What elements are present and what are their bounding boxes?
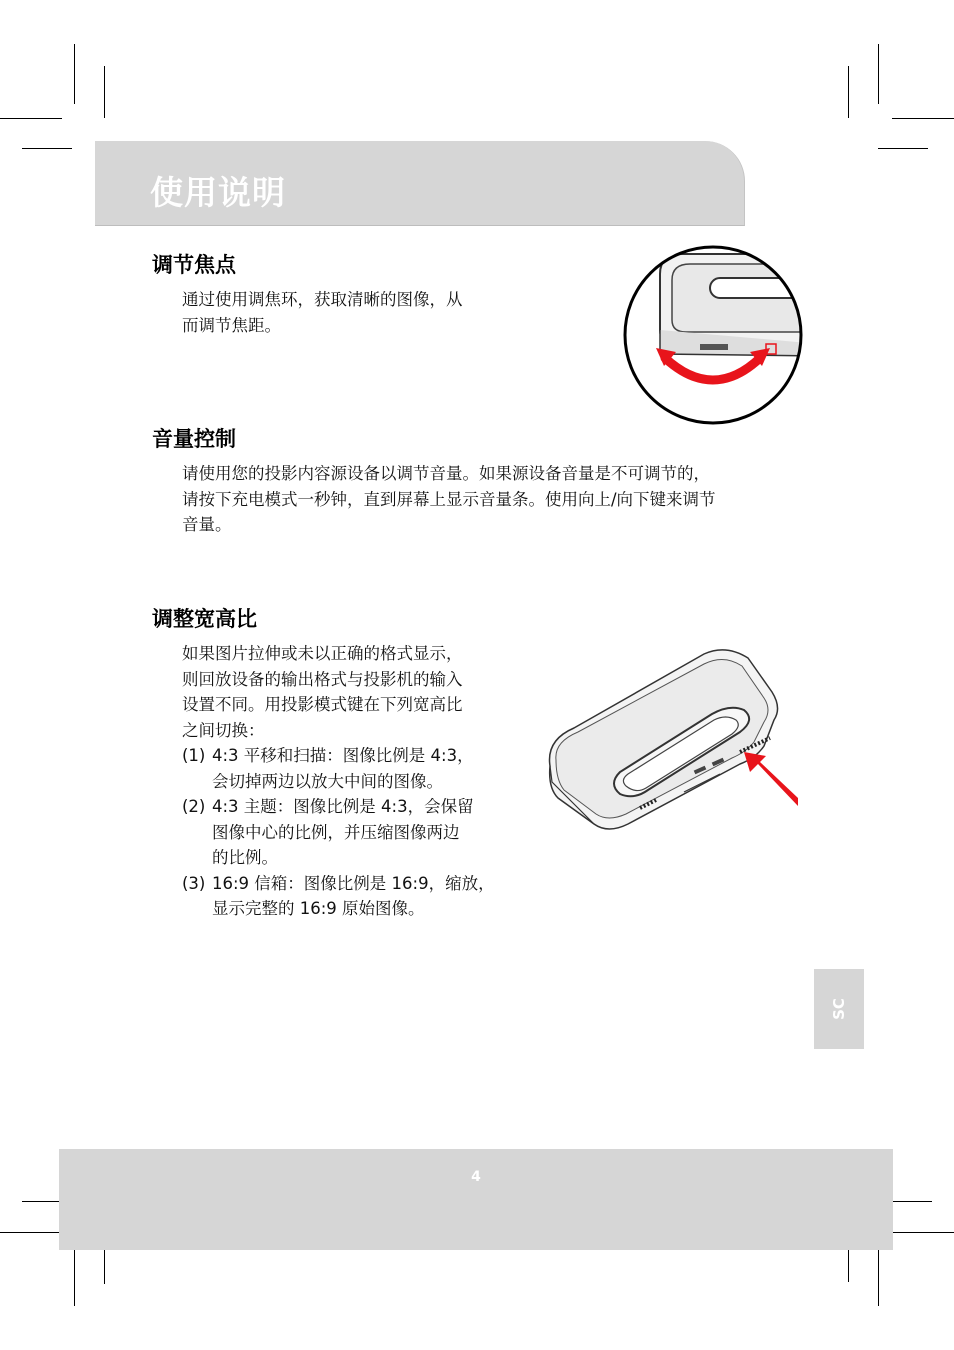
text-line: 16:9 信箱：图像比例是 16:9，缩放， bbox=[212, 873, 495, 893]
text-line: 则回放设备的输出格式与投影机的输入 bbox=[182, 669, 463, 689]
list-number: (2) bbox=[182, 797, 206, 816]
list-item bbox=[182, 871, 532, 922]
crop-mark bbox=[104, 66, 105, 118]
page-number: 4 bbox=[471, 1169, 481, 1185]
aspect-paragraph bbox=[182, 641, 532, 743]
text-line: 请按下充电模式一秒钟，直到屏幕上显示音量条。使用向上/向下键来调节 bbox=[182, 489, 716, 509]
header-bar bbox=[95, 141, 745, 226]
projector-device-illustration bbox=[544, 648, 804, 832]
crop-mark bbox=[0, 1232, 62, 1233]
text-line: 请使用您的投影内容源设备以调节音量。如果源设备音量是不可调节的， bbox=[182, 464, 710, 483]
focus-paragraph bbox=[182, 287, 463, 338]
crop-mark bbox=[892, 1232, 954, 1233]
list-item bbox=[182, 743, 532, 794]
aspect-mode-list bbox=[182, 743, 532, 922]
list-item bbox=[182, 794, 532, 871]
list-number: (1) bbox=[182, 746, 206, 765]
page-title: 使用说明 bbox=[150, 173, 286, 212]
crop-mark bbox=[0, 118, 62, 119]
crop-mark bbox=[878, 44, 879, 104]
crop-mark bbox=[74, 44, 75, 104]
crop-mark bbox=[848, 66, 849, 118]
text-line: 通过使用调焦环，获取清晰的图像，从 bbox=[182, 290, 463, 309]
crop-mark bbox=[892, 118, 954, 119]
section-heading-volume: 音量控制 bbox=[152, 427, 236, 451]
volume-paragraph bbox=[182, 461, 822, 538]
text-line: 图像中心的比例，并压缩图像两边 bbox=[212, 822, 460, 842]
text-line: 音量。 bbox=[182, 515, 232, 534]
crop-mark bbox=[22, 148, 72, 149]
crop-mark bbox=[878, 1246, 879, 1306]
focus-ring-illustration bbox=[620, 244, 806, 426]
crop-mark bbox=[74, 1246, 75, 1306]
list-number: (3) bbox=[182, 873, 206, 893]
text-line: 4:3 主题：图像比例是 4:3，会保留 bbox=[212, 797, 474, 816]
text-line: 显示完整的 16:9 原始图像。 bbox=[212, 899, 425, 918]
language-tab bbox=[814, 969, 864, 1049]
section-heading-focus: 调节焦点 bbox=[152, 253, 236, 277]
text-line: 设置不同。用投影模式键在下列宽高比 bbox=[182, 695, 463, 714]
text-line: 如果图片拉伸或未以正确的格式显示， bbox=[182, 644, 463, 663]
text-line: 的比例。 bbox=[212, 848, 278, 867]
text-line: 而调节焦距。 bbox=[182, 315, 281, 335]
crop-mark bbox=[878, 148, 928, 149]
text-line: 4:3 平移和扫描：图像比例是 4:3， bbox=[212, 746, 474, 765]
text-line: 之间切换： bbox=[182, 720, 265, 740]
footer-bar bbox=[59, 1149, 893, 1250]
section-heading-aspect-ratio: 调整宽高比 bbox=[152, 607, 257, 631]
text-line: 会切掉两边以放大中间的图像。 bbox=[212, 771, 443, 791]
language-label: SC bbox=[830, 998, 848, 1020]
